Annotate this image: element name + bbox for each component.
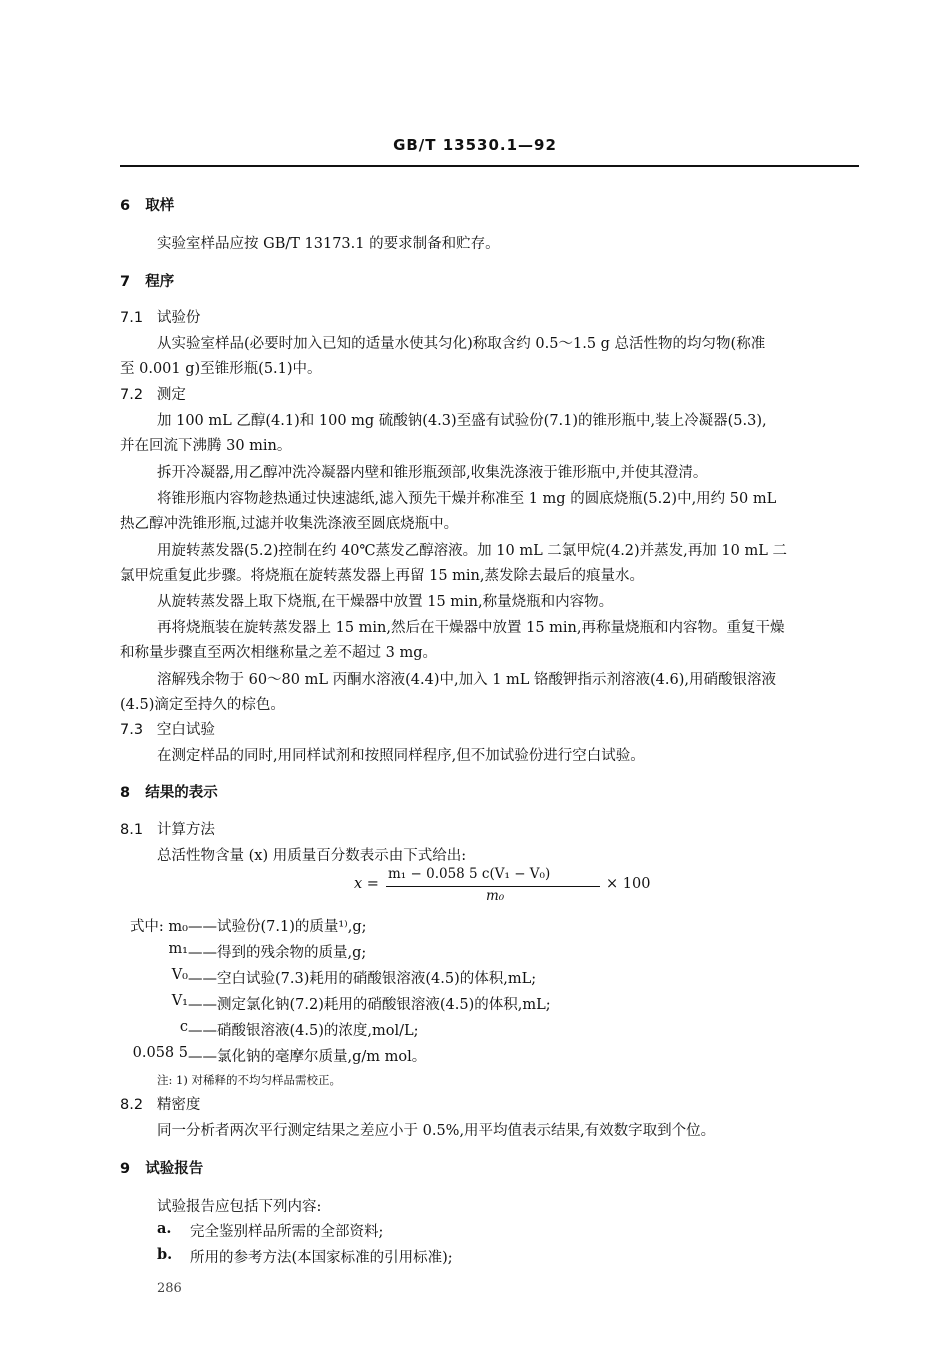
section-title: 程序 [145, 274, 175, 290]
subsection-number: 8.2 [120, 1097, 144, 1113]
where-description: ——硝酸银溶液(4.5)的浓度,mol/L; [188, 1023, 419, 1039]
section-8-heading [120, 781, 218, 802]
formula-numerator: m₁ − 0.058 5 c(V₁ − V₀) [388, 866, 551, 882]
paragraph: 同一分析者两次平行测定结果之差应小于 0.5%,用平均值表示结果,有效数字取到个位。 [157, 1123, 716, 1139]
where-symbol: 0.058 5 [132, 1045, 188, 1061]
subsection-7-1-heading [120, 306, 200, 327]
paragraph-line: 拆开冷凝器,用乙醇冲洗冷凝器内壁和锥形瓶颈部,收集洗涤液于锥形瓶中,并使其澄清。 [157, 465, 708, 481]
subsection-title: 试验份 [156, 310, 201, 326]
header-rule [120, 165, 859, 167]
paragraph-line: (4.5)滴定至持久的棕色。 [120, 697, 285, 713]
section-title: 结果的表示 [145, 785, 218, 801]
list-item-label: b. [157, 1246, 173, 1263]
paragraph: 在测定样品的同时,用同样试剂和按照同样程序,但不加试验份进行空白试验。 [157, 748, 645, 764]
subsection-7-2-heading [120, 383, 186, 404]
paragraph-line: 氯甲烷重复此步骤。将烧瓶在旋转蒸发器上再留 15 min,蒸发除去最后的痕量水。 [120, 568, 645, 584]
section-6-heading [120, 194, 174, 215]
list-item-text: 完全鉴别样品所需的全部资料; [190, 1224, 384, 1240]
where-symbol: m₁ [168, 941, 188, 957]
section-number: 7 [120, 274, 131, 290]
paragraph: 实验室样品应按 GB/T 13173.1 的要求制备和贮存。 [157, 236, 500, 252]
paragraph-line: 并在回流下沸腾 30 min。 [120, 438, 292, 454]
paragraph-line: 将锥形瓶内容物趁热通过快速滤纸,滤入预先干燥并称准至 1 mg 的圆底烧瓶(5.2)中,用约 50 mL [157, 491, 777, 507]
where-symbol: V₀ [171, 967, 188, 983]
where-description: ——氯化钠的毫摩尔质量,g/m mol。 [188, 1049, 427, 1065]
paragraph-line: 至 0.001 g)至锥形瓶(5.1)中。 [120, 361, 322, 377]
subsection-number: 8.1 [120, 822, 144, 838]
list-item-text: 所用的参考方法(本国家标准的引用标准); [190, 1250, 453, 1266]
section-number: 6 [120, 198, 131, 214]
subsection-8-2-heading [120, 1093, 200, 1114]
paragraph-line: 溶解残余物于 60～80 mL 丙酮水溶液(4.4)中,加入 1 mL 铬酸钾指示剂溶液(4.6),用硝酸银溶液 [157, 672, 777, 688]
paragraph-line: 再将烧瓶装在旋转蒸发器上 15 min,然后在干燥器中放置 15 min,再称量烧瓶和内容物。重复干燥 [157, 620, 785, 636]
subsection-title: 精密度 [156, 1097, 201, 1113]
subsection-title: 空白试验 [156, 722, 215, 738]
paragraph-line: 和称量步骤直至两次相继称量之差不超过 3 mg。 [120, 645, 437, 661]
fraction-bar [386, 886, 600, 887]
subsection-number: 7.3 [120, 722, 144, 738]
paragraph-line: 从实验室样品(必要时加入已知的适量水使其匀化)称取含约 0.5～1.5 g 总活性物的均匀物(称准 [157, 336, 766, 352]
footnote: 注: 1) 对稀释的不均匀样品需校正。 [157, 1073, 341, 1087]
subsection-title: 计算方法 [156, 822, 215, 838]
formula-denominator: m₀ [486, 888, 505, 904]
where-description: ——得到的残余物的质量,g; [188, 945, 367, 961]
section-7-heading [120, 270, 174, 291]
paragraph-line: 用旋转蒸发器(5.2)控制在约 40℃蒸发乙醇溶液。加 10 mL 二氯甲烷(4.2)并蒸发,再加 10 mL 二 [157, 543, 787, 559]
subsection-title: 测定 [156, 387, 186, 403]
list-item-label: a. [157, 1220, 172, 1237]
where-symbol: c [179, 1019, 188, 1035]
section-9-heading [120, 1157, 203, 1178]
section-number: 8 [120, 785, 131, 801]
where-description: ——测定氯化钠(7.2)耗用的硝酸银溶液(4.5)的体积,mL; [188, 997, 551, 1013]
document-header: GB/T 13530.1—92 [393, 136, 557, 154]
paragraph: 总活性物含量 (x) 用质量百分数表示由下式给出: [157, 848, 467, 864]
subsection-7-3-heading [120, 718, 215, 739]
paragraph: 试验报告应包括下列内容: [157, 1199, 322, 1215]
formula-lhs: x = [354, 876, 379, 892]
where-description: ——空白试验(7.3)耗用的硝酸银溶液(4.5)的体积,mL; [188, 971, 537, 987]
paragraph-line: 热乙醇冲洗锥形瓶,过滤并收集洗涤液至圆底烧瓶中。 [120, 516, 459, 532]
paragraph-line: 从旋转蒸发器上取下烧瓶,在干燥器中放置 15 min,称量烧瓶和内容物。 [157, 594, 614, 610]
formula [354, 866, 651, 906]
subsection-number: 7.2 [120, 387, 144, 403]
section-title: 试验报告 [145, 1161, 204, 1177]
subsection-number: 7.1 [120, 310, 144, 326]
section-title: 取样 [145, 198, 175, 214]
where-symbol: V₁ [171, 993, 188, 1009]
where-description: ——试验份(7.1)的质量¹⁾,g; [188, 919, 367, 935]
subsection-8-1-heading [120, 818, 215, 839]
where-symbol: 式中: m₀ [129, 919, 188, 935]
paragraph-line: 加 100 mL 乙醇(4.1)和 100 mg 硫酸钠(4.3)至盛有试验份(7.1)的锥形瓶中,装上冷凝器(5.3), [157, 413, 767, 429]
formula-multiplier: × 100 [606, 876, 651, 892]
page-number: 286 [157, 1281, 182, 1296]
section-number: 9 [120, 1161, 131, 1177]
